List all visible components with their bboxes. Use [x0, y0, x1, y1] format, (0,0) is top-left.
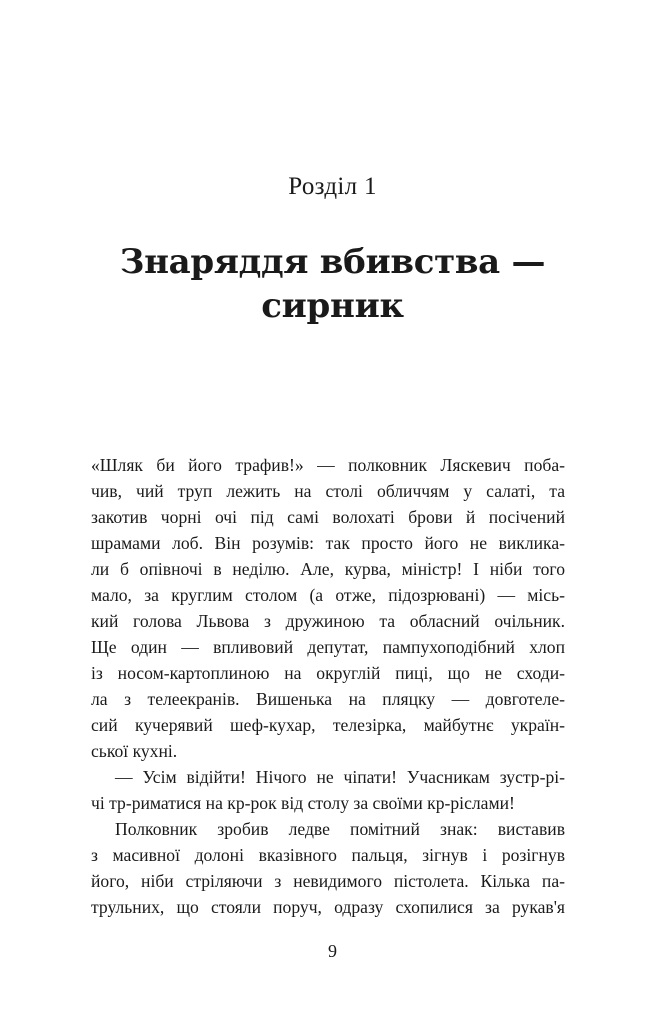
text-line: кий голова Львова з дружиною та обласний очільник. — [91, 611, 565, 631]
body-text — [91, 452, 565, 920]
text-line: трульних, що стояли поруч, одразу схопилися за рукав'я — [91, 897, 565, 917]
text-line: Полковник зробив ледве помітний знак: виставив — [115, 819, 565, 839]
chapter-title-line: Знаряддя вбивства — — [119, 242, 546, 282]
chapter-title — [0, 240, 665, 328]
text-line: ської кухні. — [91, 741, 178, 761]
text-line: сий кучерявий шеф-кухар, телезірка, майбутнє україн- — [91, 715, 565, 735]
text-line: закотив чорні очі під самі волохаті брови й посічений — [91, 507, 565, 527]
text-line: чив, чий труп лежить на столі обличчям у салаті, та — [91, 481, 565, 501]
page-number: 9 — [328, 941, 337, 961]
text-line: Ще один — впливовий депутат, пампухоподібний хлоп — [91, 637, 565, 657]
text-line: «Шляк би його трафив!» — полковник Ляскевич поба- — [91, 455, 565, 475]
text-line: ли б опівночі в неділю. Але, курва, міністр! І ніби того — [91, 559, 565, 579]
text-line: мало, за круглим столом (а отже, підозрювані) — місь- — [91, 585, 565, 605]
paragraph — [91, 764, 565, 816]
paragraph — [91, 816, 565, 920]
text-line: з масивної долоні вказівного пальця, зігнув і розігнув — [91, 845, 565, 865]
paragraph — [91, 452, 565, 764]
text-line: шрамами лоб. Він розумів: так просто його не виклика- — [91, 533, 565, 553]
chapter-title-line: сирник — [261, 286, 404, 326]
text-line: — Усім відійти! Нічого не чіпати! Учасникам зустр-рі- — [115, 767, 565, 787]
text-line: його, ніби стріляючи з невидимого пістолета. Кілька па- — [91, 871, 565, 891]
chapter-label: Розділ 1 — [288, 173, 377, 200]
text-line: ла з телеекранів. Вишенька на пляцку — довготеле- — [91, 689, 565, 709]
text-line: із носом-картоплиною на округлій пиці, що не сходи- — [91, 663, 565, 683]
text-line: чі тр-риматися на кр-рок від столу за своїми кр-ріслами! — [91, 793, 515, 813]
